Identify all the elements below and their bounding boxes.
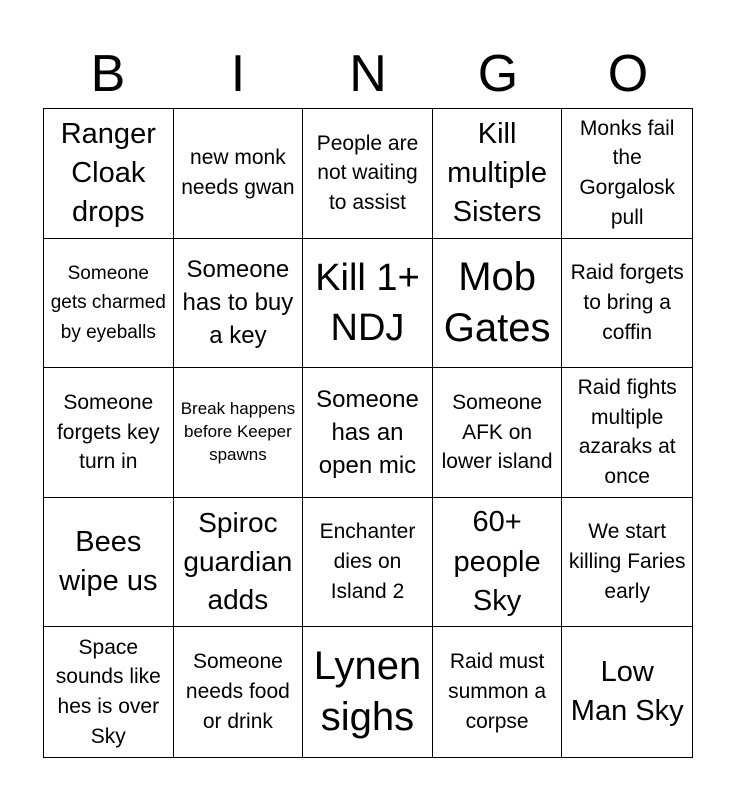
- bingo-cell[interactable]: [174, 627, 304, 757]
- bingo-cell-text: Bees wipe us: [59, 525, 158, 598]
- bingo-cell[interactable]: [174, 109, 304, 239]
- bingo-cell[interactable]: [433, 239, 563, 369]
- header-letter-o: O: [607, 45, 649, 103]
- bingo-cell-text: Space sounds like hes is over Sky: [55, 635, 161, 748]
- bingo-cell[interactable]: [433, 498, 563, 628]
- bingo-cell[interactable]: [174, 498, 304, 628]
- bingo-cell-text: Someone gets charmed by eyeballs: [50, 262, 166, 343]
- bingo-cell[interactable]: [174, 239, 304, 369]
- header-letter-g: G: [477, 45, 519, 103]
- bingo-cell[interactable]: [44, 368, 174, 498]
- bingo-cell-text: Raid fights multiple azaraks at once: [577, 375, 677, 489]
- header-letter-n: N: [349, 45, 387, 103]
- bingo-cell-text: Raid must summon a corpse: [448, 650, 547, 734]
- bingo-cell-text: Low Man Sky: [570, 656, 684, 728]
- bingo-cell[interactable]: [562, 239, 692, 369]
- bingo-cell-text: We start killing Faries early: [568, 520, 686, 603]
- bingo-cell[interactable]: [562, 627, 692, 757]
- bingo-cell-text: Kill 1+ NDJ: [315, 256, 420, 349]
- bingo-cell[interactable]: [303, 498, 433, 628]
- bingo-cell[interactable]: [562, 498, 692, 628]
- bingo-cell[interactable]: [303, 627, 433, 757]
- bingo-cell-text: Someone forgets key turn in: [56, 390, 160, 474]
- bingo-cell[interactable]: [44, 109, 174, 239]
- bingo-cell[interactable]: [44, 627, 174, 757]
- bingo-cell-text: 60+ people Sky: [453, 506, 541, 617]
- bingo-cell[interactable]: [562, 368, 692, 498]
- bingo-cell[interactable]: [433, 109, 563, 239]
- bingo-cell-text: Enchanter dies on Island 2: [319, 520, 416, 603]
- bingo-cell[interactable]: [44, 498, 174, 628]
- header-letter-i: I: [230, 45, 246, 103]
- bingo-cell[interactable]: [303, 368, 433, 498]
- bingo-cell[interactable]: [303, 109, 433, 239]
- bingo-cell[interactable]: [303, 239, 433, 369]
- bingo-cell-text: Ranger Cloak drops: [60, 117, 156, 228]
- bingo-cell-text: new monk needs gwan: [181, 146, 295, 200]
- bingo-cell-text: Spiroc guardian adds: [183, 507, 293, 616]
- bingo-cell-text: Someone has an open mic: [316, 385, 419, 480]
- header-letter-b: B: [90, 45, 126, 103]
- bingo-cell-text: Monks fail the Gorgalosk pull: [579, 116, 676, 230]
- bingo-cell[interactable]: [433, 368, 563, 498]
- bingo-cell-text: Raid forgets to bring a coffin: [570, 261, 684, 344]
- bingo-cell-text: Lynen sighs: [313, 644, 422, 740]
- bingo-header: [43, 40, 693, 108]
- bingo-cell-text: Someone has to buy a key: [182, 256, 294, 350]
- bingo-cell-text: Kill multiple Sisters: [447, 117, 548, 228]
- bingo-cell[interactable]: [562, 109, 692, 239]
- bingo-cell-text: Someone AFK on lower island: [441, 390, 553, 474]
- bingo-cell-text: Mob Gates: [443, 254, 551, 350]
- bingo-cell-text: People are not waiting to assist: [316, 131, 419, 215]
- bingo-cell[interactable]: [44, 239, 174, 369]
- bingo-board: [43, 108, 693, 758]
- bingo-cell-text: Someone needs food or drink: [185, 650, 290, 734]
- bingo-cell-text: Break happens before Keeper spawns: [180, 399, 296, 464]
- bingo-cell[interactable]: [433, 627, 563, 757]
- bingo-cell[interactable]: [174, 368, 304, 498]
